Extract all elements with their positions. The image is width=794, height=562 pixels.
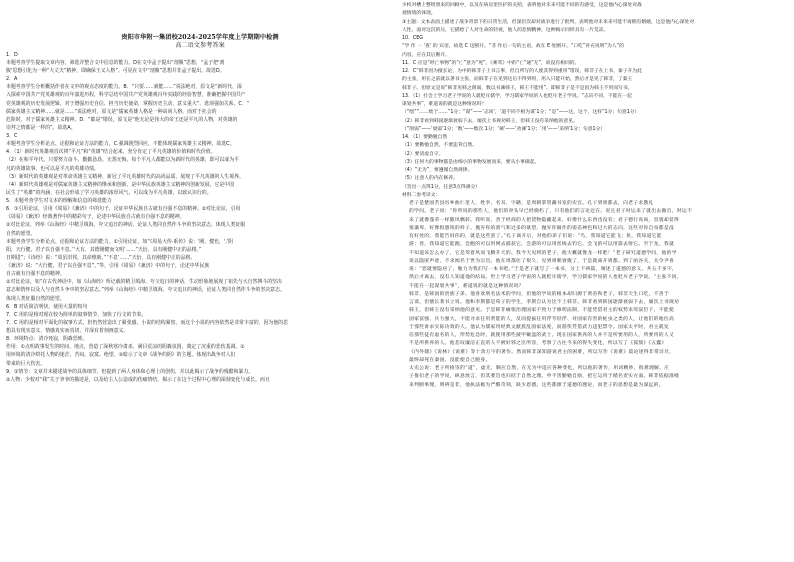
- text-line: 用环境的清冷烘托人物的迷茫、苦闷、寂寞、绝望。③暗示了文章《战争的阴》的主题，体现出战争对人们: [6, 352, 236, 359]
- text-line: 民生了“英雄”的内涵，在社会形成了学习英雄的浓厚风气，可以成为平凡英雄，以致认识行的。: [6, 189, 212, 196]
- text-line: （4）“无为”，要遵循自然规律。: [402, 168, 473, 173]
- text-line: 子推衍老子的学说，纵意放言，但其要旨也归结于自然之理。申不害勤勉自励，把它运用于循名责实方面。韩非依据准绳: [409, 374, 680, 380]
- document-title: 贵阳市华附一集团校2024-2025学年度上学期期中检测: [121, 34, 279, 41]
- text-line: ②对比论证，列举《山海经》中精卫填海、夸父追日的神话，论证人类同自然作斗争的坚决意志，体现人类征服: [6, 222, 246, 229]
- text-line: 作用：①点明故事发生的时间、地点，营造了深秋寒冷肃杀、满目荒凉的阴森氛围，奠定了沉重的悲伤基调。②: [6, 344, 245, 351]
- text-line: 10．CEG: [402, 36, 423, 41]
- text-line: 然后才离去，没有人知道他的结局。世上学习老子学说的人就贬斥儒学，学习儒家学说的人也贬斥老子学说。“主张不同，: [409, 275, 682, 281]
- text-line: 9．①情节：文章并未描述战争的具体细节，但提到了两人身体和心理上的创伤，并以此揭示了战争的残酷和暴力。: [6, 368, 254, 375]
- text-line: 游；兽，我知道它能跑。会跑的可以用网去捕获它，会游的可以用丝线去钓它，会飞的可以用箭去射它。至于龙，我就: [409, 242, 675, 248]
- text-line: 5．本题考查学生对文本的理解和信息的筛选能力: [6, 198, 112, 205]
- text-line: 最终却死在秦国，没能使自己脱身。: [409, 357, 491, 363]
- text-line: 信那些徒有虚名的人，形势危急时，就使用那些披甲戴盔的武士。现在国家供养的人并不是所要用的人，所要用的人又: [409, 333, 675, 338]
- text-line: （“削弱”——‘衰弱’1分；‘数’——数次 1分；‘谏’——‘劝谏’1分；‘用’——‘采纳’1分；句意1分）: [402, 126, 606, 132]
- right-answer-text: [402, 2, 786, 390]
- text-line: 6．B 对话简洁明快，使用大量的短句: [6, 303, 88, 310]
- text-line: （“绌”“……绌于……”1分；“谋”——‘志同’，‘道不同不相为谋’1分；“是”——这，这个，这样”1分；句意1分）: [402, 110, 640, 116]
- text-line: 体现人类征服自然的愿望。: [6, 295, 65, 302]
- text-line: 自古就有自强不息的精神。: [6, 271, 65, 278]
- text-line: 腹’思想引化为一种“大丈夫”精神，即确保王义人格”。可见在文中“剖腹”思想并非孟子提出。故选D。: [6, 68, 225, 75]
- text-line: 的学问。老子说：“你所说的那些人，他们的骨头早已经腐朽了，只有他们的言论还在。况且君子时运来了就出去做官，时运不: [409, 209, 693, 215]
- text-line: 内容，应在其后断开。: [402, 52, 450, 58]
- text-line: 4．（1）新时代英雄观首次将“平凡”和“英雄”结合起来，充分肯定了平凡英雄的价值和时代价值。: [6, 149, 216, 156]
- text-line: 说：“您就要隐居了，勉力为我们写一本书吧。”于是老子就写了一本书，分上下两篇，阐述了道德的意义，共五千多字，: [409, 267, 678, 272]
- text-line: 党英雄观的历史发展逻辑，对于增强历史自信、担当历史使命，掌握历史主动，意义重大”，选项强加关系。C．“: [6, 100, 250, 107]
- text-line: 6．①引用论证，引用《周易》《兼济》中的句子，论证中华民族自古就有自强不息的精神。②对比论证，引用: [6, 206, 241, 213]
- text-line: 13．（1）社会上学习老子学说的人就贬斥儒学，学习儒家学说的人也贬斥老子学说。“志向不同，不能在一起: [402, 93, 632, 99]
- text-line: 自然的愿望。: [6, 230, 36, 237]
- text-line: （4）新时代英雄观是对儒家英雄主义精神的继承和创新，是中华民族英雄主义精神的创新发展，它是中国: [6, 181, 235, 188]
- text-line: （2）在和平年代，只要努力奋斗、勤勤恳恳、无怨无悔，每个平凡人都能以为新时代的英雄，即可以成为平: [6, 157, 239, 164]
- text-line: 国家富强、兵力强大，不能寻求任用贤能的人，反而提拔任用浮夸轻浮、对国家有害的蛀虫之类的人，让他们的地位高: [409, 316, 675, 322]
- text-line: 本题考查学生提取文章内容，筛选并整合文中信息的能力。D在文中孟子提出“剖腹”思想，“孟子把‘剖: [6, 59, 225, 66]
- text-line: 来判断事理，明辨是非，他执法极为严酷苛刻，缺少恩德。这些都源于道德的理论，而老子的思想是最为深远的。: [409, 382, 664, 388]
- text-line: （3）任何大的事物都是由细小的事物发展而来，要从小事做起。: [402, 159, 540, 165]
- text-line: 很谦卑，好像很愚钝的样子。抛弃你的骄气和过多的欲望，抛弃你做作的姿态神色和过大的志向，这些对你自身都是没: [409, 225, 675, 231]
- text-line: 7．C 用的是相对平面化的叙事方式，但仍然营造出了紧张感，小说的结构紧密。而这个小说的内容依然是非常丰富的，因为他的思: [6, 319, 288, 326]
- text-line: 8．环境特点：清冷死寂，阴森恐怖。: [6, 336, 88, 343]
- text-line: 2．A: [6, 76, 18, 83]
- text-line: 不是所供养的人。他悲叹廉洁正直的人不被奸邪之臣所容，考察了古往今来的得失变化，所以写了《孤愤》《五蠹》: [409, 341, 667, 347]
- text-line: 言谈，但擅长著书立说。他和李斯都是荀子的学生，李斯自认为比不上韩非。韩非看到韩国逐渐衰弱下去，屡次上书规劝: [409, 300, 680, 305]
- text-line: 的主张，用在之前就以著书主张，而韩非子在见到这后不得到用，用入只能开始，然后才是见了韩非，了秦王: [402, 77, 633, 83]
- text-line: 1．D: [6, 51, 18, 58]
- text-line: 少校对槽上整组照来的回顾中，以及在病房里医护的关照，表明他对未来可能不同的有感受，这是他内心深处对战: [402, 3, 642, 8]
- text-line: 太史公说：老子所推崇的“道”，虚无，顺应自然，在无为中适应各种变化，所以他的著作，用词精妙，很难理解。庄: [409, 366, 670, 371]
- text-line: 阳，天行健，君子以自强不息。’‘大有，其德刚健而文明’……”天衍，具有刚健中正的品格。”: [6, 246, 202, 253]
- text-line: 崇拜之情都是一样的”。故选A。: [6, 124, 76, 131]
- text-line: 日期进”；《诗经》说：“周虽旧邦，其命维新。”‘不息’……”天衍，具有刚健中正的品格。: [6, 254, 196, 261]
- text-line: 想具有现实意义，情感真实而真切，并深有着刻画意义。: [6, 328, 129, 335]
- text-line: 于那些讲求实际功效的人。他认为儒家用经典文献扰乱国家法度，而游侠凭借武力违犯禁令。国家太平时，君主就宠: [409, 324, 669, 330]
- text-line: 《周易》《兼济》经典著作中的精彩句子，论述中华民族自古就有自强不息的精神。: [6, 214, 185, 221]
- text-line: （1）要勤勉自然，不要违背自然。: [402, 143, 478, 149]
- text-line: （2）韩非看到韩国逐渐衰弱下去，屡次上书规劝韩王，但韩王没有采纳他的意见。: [402, 118, 578, 124]
- text-line: 本题考查学生分析概括作者在文中的观点态度的能力。B．“只要……就能……”说法绝对，原文是“新时代，深: [6, 84, 242, 91]
- text-line: 不能在一起谋划共事”，难道说的就是这种情况吗？: [409, 283, 524, 289]
- left-column: [6, 0, 394, 562]
- text-line: 意志和情怀以及人与自然斗争中的坚忍意志。”列举《山海经》中精卫填海、夸父追日的神话，论证人类同自然作斗争的坚决意志。: [6, 287, 285, 294]
- text-line: 人性。面对这沉的压，它描绘了人对生命的轻视，他人的悲悯精神，这种揭示同样具有一片荒凉。: [402, 27, 609, 33]
- text-line: （5）注意人的内在修养。: [402, 176, 458, 182]
- text-line: ②对比论证，如“在古代神话中，如《山海经》所记载的精卫填海、夸父追日的神话，生动形象地展现了祖先与大自然搏斗的坚决: [6, 279, 282, 286]
- text-line: 7．C 用的是相对现在较为简单的叙事情节，加快了行文的节奏。: [6, 311, 147, 318]
- text-line: ②人物：少校对“我”关于爷爷的描述是，以及给主人公造成的伤痛情结，揭示了在这个过程中心理的深刻变化与成长。而且: [6, 376, 270, 383]
- text-line: 韩非子。但原文是说“韩非见韩之削弱，数以书谏韩王，韩王不能用”。即韩非子是不是因为韩王不用而写书。: [402, 85, 633, 91]
- text-line: 不知道该怎么办了，它是驾着风而飞腾升天的。我今天见到的老子，他大概就像龙一样吧！”老子研究道德学问，他的学: [409, 250, 677, 256]
- text-line: 入探索中国共产党英雄观的百年演进历程，科学总结中国共产党英雄观百年实践的经验智慧，准确把握中国共产: [6, 92, 246, 99]
- text-line: 《内外储》《说林》《说难》等十余万字的著作。然而韩非深知游说君主的困难，所以写作《说难》篇论述得非常详尽，: [409, 349, 675, 355]
- text-line: 12．C“韩非因为擅长论，为中的韩非子上书言事，但自所写的人使其得到重用”错误，韩非子在上书，秦子开为此: [402, 69, 642, 74]
- text-line: 观情境的体现。: [402, 11, 436, 17]
- text-line: 韩非，是韩国的贵族子弟。他喜欢刑名法术的学问，但他的学说的根本却归源于黄帝和老子。韩非天生口吃，不善于: [409, 291, 669, 297]
- text-line: 3．C: [6, 133, 18, 140]
- text-line: 儒家英雄主义精神……就是……”说法绝对，原文是“儒家英雄人格是一种高尚人格，而对于社会的: [6, 108, 217, 115]
- text-line: 老子是楚国苦县厉乡曲仁里人，姓李，名耳，字聃，是周朝掌管藏书室的史官。孔子到周都去，向老子求教礼: [409, 201, 654, 206]
- text-line: 危险时，对于儒家英雄主义精神。D．“都是”错误，原文是“他无论是伟大的帝王还是平凡的人物，对英雄的: [6, 116, 238, 123]
- text-line: 说以隐匿声迹、不求闻名于世为宗旨。他在周都住了很久，见到周朝衰微了，于是就离开周都。到了函谷关，关令尹喜: [409, 258, 675, 264]
- text-line: 本题考查学生分析论点、论据和论证方法的能力。①引用论证，如“《周易大传·系传》说：‘刚，健也，','阴: [6, 238, 234, 245]
- text-line: ③主题：文本表面上描述了战争背景下的日常生活，但深层次却对战争进行了批判，表明他对未来来可能不再拥有婚姻，这是他内心深处对: [402, 19, 695, 25]
- left-answer-text: [6, 51, 394, 384]
- right-column: [402, 0, 786, 562]
- text-line: 14．（1）要勤勉自然: [402, 135, 448, 140]
- text-line: （3）新时代的英雄观是对革命英雄主义精神，新冠了平凡英雄时代的高尚品质，展现了平凡英雄的人生境界。: [6, 173, 244, 180]
- text-line: 谋划共事”，难道说的就是这种情况吗？: [402, 102, 487, 107]
- text-line: 凡的英雄故事，也可以是平凡的英雄功绩。: [6, 165, 99, 172]
- text-line: 带来的巨大伤害。: [6, 360, 46, 367]
- text-line: 来了就像蓬草一样随风飘转。我听说，善于经商的人把货物隐藏起来，好像什么东西也没有；君子德行高尚，容貌却显得: [409, 217, 680, 223]
- text-line: 韩王，但韩王没有采纳他的意见。于是韩非痛恨治理国家不致力于修明法制，不能凭借君主的权势来驾驭臣下，不能使: [409, 308, 675, 314]
- title-block: [6, 34, 394, 51]
- text-line: 本题考查学生分析论点、论据和论证方法的能力。C.强调剧烈回应，不能体现儒家英雄主义精神。故选C。: [6, 141, 235, 148]
- text-line: 材料二参考译文：: [402, 192, 441, 198]
- text-line: 《兼济》说：“大行健，君子以自强不息”。”等，引用《周易》《兼济》中的句子，论述中华民族: [6, 263, 210, 270]
- text-line: （2）要清虚自守。: [402, 151, 444, 157]
- document-subtitle: 高二语文参考答案: [175, 42, 225, 50]
- text-line: （答出一点得1分，任意3点得满分）: [402, 184, 481, 190]
- text-line: 有好处的。我能告诉你的，就是这些罢了。”孔子离开后，对他的弟子们说：“鸟，我知道它能飞；鱼，我知道它能: [409, 234, 662, 239]
- text-line: “学 作 一 ‘查’ 的 宾语，故选 C 这断开。“非 作后一句的主语，故在 E 处断开。“口吃”补充说明“为人”的: [402, 44, 624, 50]
- text-line: 11．C 应是“经亡事物”的“亡”意为“死”，《乘驾》中的“亡”通“无”，故没有相同的。: [402, 60, 580, 66]
